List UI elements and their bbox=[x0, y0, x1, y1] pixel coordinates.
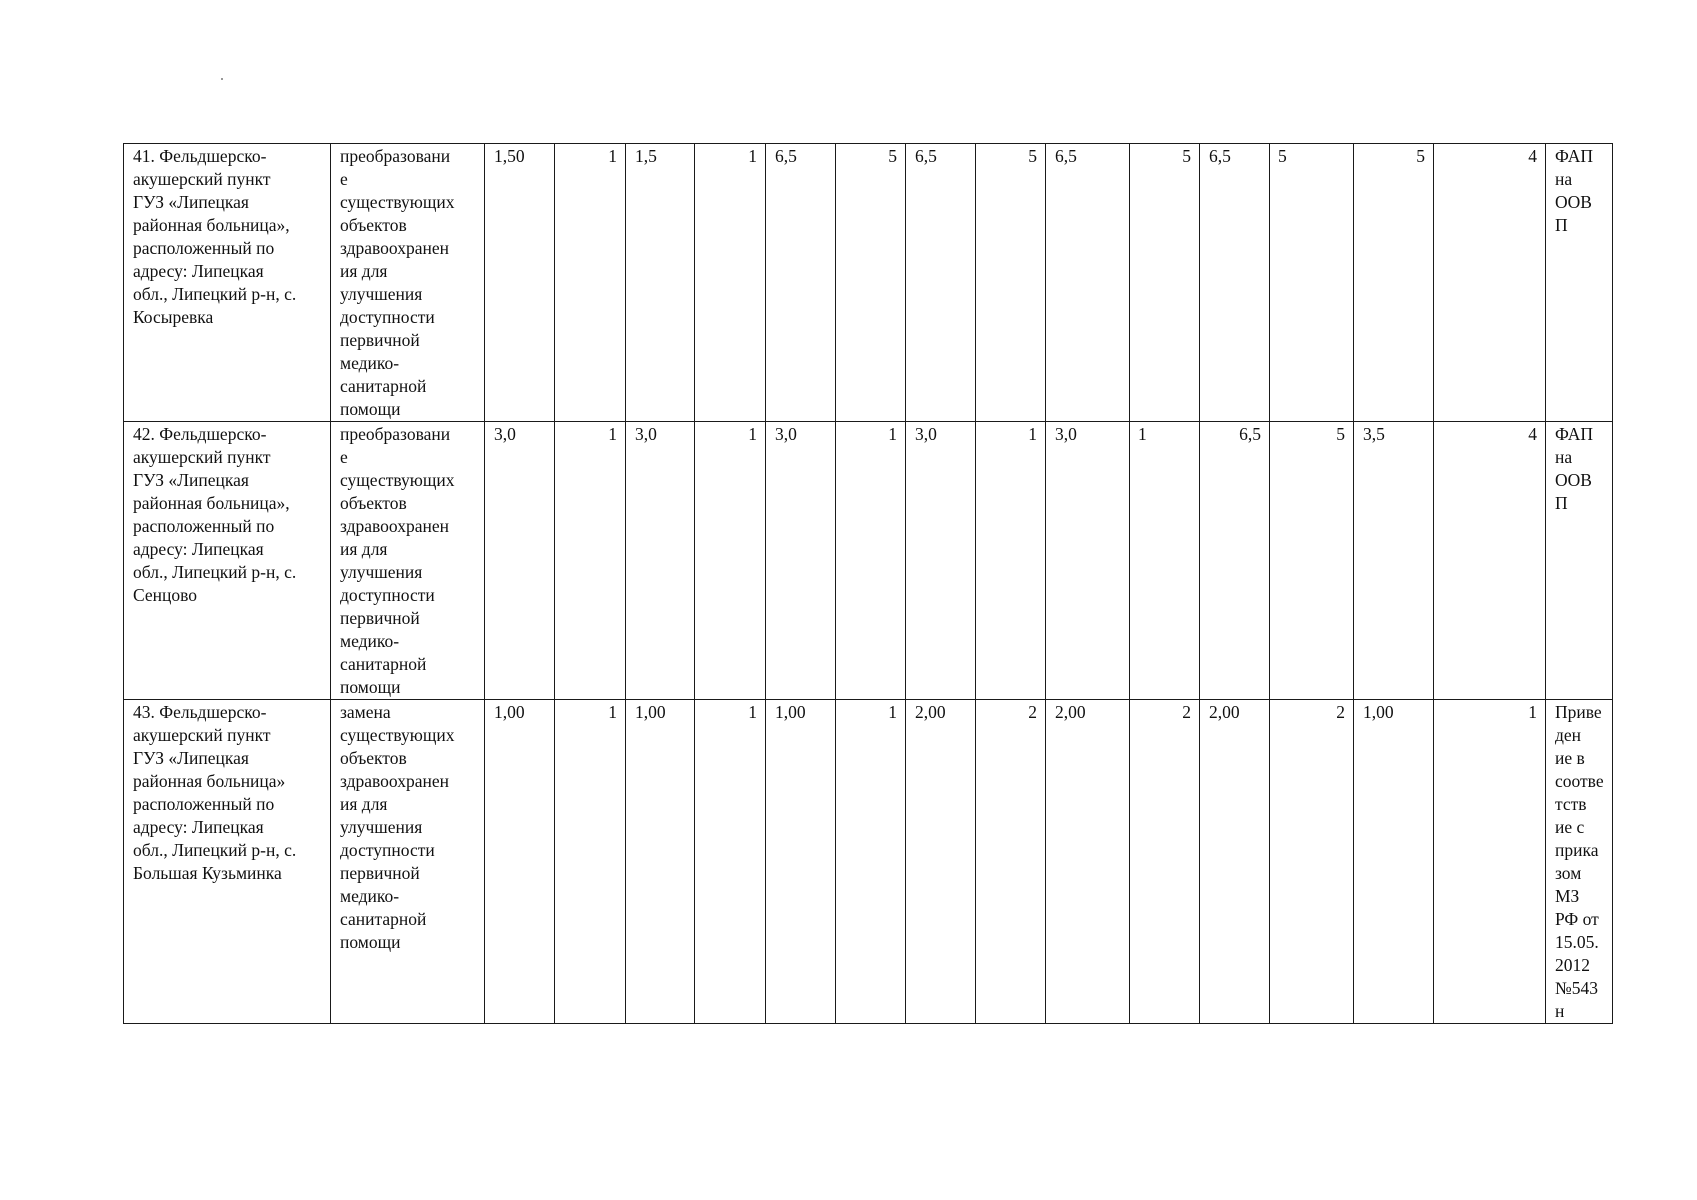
count-cell: 1 bbox=[695, 700, 766, 1024]
value-cell: 6,5 bbox=[766, 144, 836, 422]
activity-text: замена существующих объектов здравоохранен ия для улучшения доступности первичной медико- санитарной помощи bbox=[340, 702, 455, 952]
count-cell: 5 bbox=[836, 144, 906, 422]
value-cell: 1,5 bbox=[626, 144, 695, 422]
facility-name: 41. Фельдшерско- акушерский пункт ГУЗ «Липецкая районная больница», расположенный по адресу: Липецкая обл., Липецкий р-н, с. Косыревка bbox=[133, 146, 297, 327]
value-cell: 6,5 bbox=[1200, 422, 1270, 700]
count-cell: 4 bbox=[1434, 422, 1546, 700]
value-cell: 1,00 bbox=[485, 700, 555, 1024]
table-row bbox=[124, 700, 1613, 1024]
scan-speck bbox=[221, 78, 223, 80]
count-cell: 1 bbox=[836, 422, 906, 700]
table-row bbox=[124, 422, 1613, 700]
value-cell: 3,0 bbox=[766, 422, 836, 700]
value-cell: 1,00 bbox=[626, 700, 695, 1024]
note-cell bbox=[1546, 422, 1613, 700]
activity-cell bbox=[331, 144, 485, 422]
value-cell: 1,00 bbox=[766, 700, 836, 1024]
facility-name: 42. Фельдшерско- акушерский пункт ГУЗ «Липецкая районная больница», расположенный по адресу: Липецкая обл., Липецкий р-н, с. Сенцово bbox=[133, 424, 297, 605]
value-cell: 6,5 bbox=[1046, 144, 1130, 422]
activity-text: преобразовани е существующих объектов здравоохранен ия для улучшения доступности первичной медико- санитарной помощи bbox=[340, 424, 455, 697]
count-cell: 2 bbox=[1130, 700, 1200, 1024]
facility-name-cell bbox=[124, 700, 331, 1024]
count-cell: 1 bbox=[555, 422, 626, 700]
note-cell bbox=[1546, 700, 1613, 1024]
count-cell: 2 bbox=[1270, 700, 1354, 1024]
count-cell: 1 bbox=[695, 422, 766, 700]
count-cell: 1 bbox=[1434, 700, 1546, 1024]
note-cell bbox=[1546, 144, 1613, 422]
activity-cell bbox=[331, 700, 485, 1024]
count-cell: 5 bbox=[1270, 144, 1354, 422]
value-cell: 1,50 bbox=[485, 144, 555, 422]
value-cell: 6,5 bbox=[906, 144, 976, 422]
value-cell: 3,5 bbox=[1354, 422, 1434, 700]
note-text: ФАП на ООВП bbox=[1555, 146, 1593, 235]
count-cell: 5 bbox=[976, 144, 1046, 422]
note-text: ФАП на ООВП bbox=[1555, 424, 1593, 513]
value-cell: 3,0 bbox=[906, 422, 976, 700]
table-row bbox=[124, 144, 1613, 422]
value-cell: 2,00 bbox=[1200, 700, 1270, 1024]
value-cell: 6,5 bbox=[1200, 144, 1270, 422]
value-cell: 3,0 bbox=[1046, 422, 1130, 700]
note-text: Приведен ие в соответств ие с приказом МЗ РФ от 15.05.2012 №543н bbox=[1555, 702, 1604, 1021]
count-cell: 1 bbox=[836, 700, 906, 1024]
facility-name-cell bbox=[124, 422, 331, 700]
count-cell: 5 bbox=[1130, 144, 1200, 422]
facility-name: 43. Фельдшерско- акушерский пункт ГУЗ «Липецкая районная больница» расположенный по адресу: Липецкая обл., Липецкий р-н, с. Большая Кузьминка bbox=[133, 702, 297, 883]
count-cell: 2 bbox=[976, 700, 1046, 1024]
count-cell: 4 bbox=[1434, 144, 1546, 422]
value-cell: 2,00 bbox=[1046, 700, 1130, 1024]
facility-table bbox=[123, 143, 1613, 1024]
count-cell: 1 bbox=[1130, 422, 1200, 700]
value-cell: 1,00 bbox=[1354, 700, 1434, 1024]
count-cell: 1 bbox=[976, 422, 1046, 700]
count-cell: 1 bbox=[555, 700, 626, 1024]
value-cell: 3,0 bbox=[485, 422, 555, 700]
count-cell: 5 bbox=[1270, 422, 1354, 700]
value-cell: 2,00 bbox=[906, 700, 976, 1024]
value-cell: 3,0 bbox=[626, 422, 695, 700]
count-cell: 1 bbox=[695, 144, 766, 422]
activity-cell bbox=[331, 422, 485, 700]
facility-name-cell bbox=[124, 144, 331, 422]
count-cell: 1 bbox=[555, 144, 626, 422]
activity-text: преобразовани е существующих объектов здравоохранен ия для улучшения доступности первичной медико- санитарной помощи bbox=[340, 146, 455, 419]
count-cell: 5 bbox=[1354, 144, 1434, 422]
